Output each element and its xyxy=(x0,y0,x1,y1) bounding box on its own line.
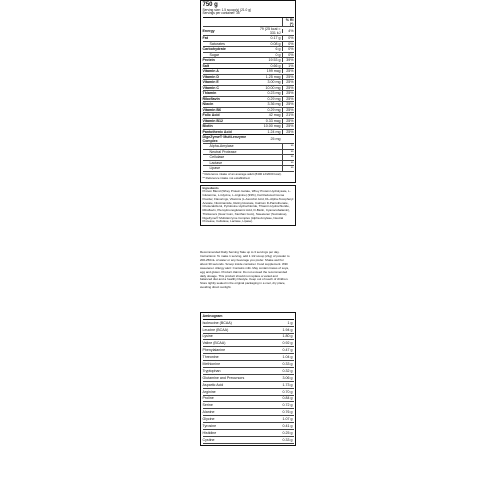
nutrient-amount: 1.24 mg xyxy=(267,129,281,134)
amino-row xyxy=(203,361,294,368)
aminogram-title: Aminogram xyxy=(203,314,294,320)
nutrient-row xyxy=(203,135,294,144)
nutrient-name: Carbohydrate xyxy=(202,47,226,52)
amino-name: Proline xyxy=(202,396,214,401)
ri-column-header: % RI (*) xyxy=(282,18,294,26)
nutrient-percent: ** xyxy=(282,166,294,170)
nutrition-note: * Reference intake of an average adult (8400 kJ/2000 kcal). xyxy=(202,171,282,176)
amino-amount: 0.41 g xyxy=(282,424,293,429)
nutrient-percent: 25% xyxy=(282,97,294,101)
nutrient-name: Biotin xyxy=(202,124,213,129)
aminogram-rows xyxy=(203,320,294,444)
nutrient-name: Vitamin B12 xyxy=(202,118,224,123)
amino-amount: 0.92 g xyxy=(282,341,293,346)
nutrient-name: Thiamin xyxy=(202,91,217,96)
nutrient-percent: 0% xyxy=(282,36,294,40)
servings-per-container: Servings per container: 35 xyxy=(203,12,294,17)
aminogram-panel xyxy=(200,312,296,446)
nutrient-amount: 1.25 mcg xyxy=(265,74,281,79)
recommendation-text: Recommended Daily Serving Take up to 3 servings per day. Instructions: To make 1 serving, add 1 1/2 scoop (21g) of powder to 200-250mL of water or any beverage you prefer. Shake well for about 30 seconds. Scoop inside container. Food supplement. With sweetener. Allergy alert: Contains milk. May contain traces of soya, egg and gluten. Product claims: Do not exceed the recommended daily dosage. This product should not replace a varied and balanced diet and a healthy lifestyle. Keep out of reach of children. Store tightly sealed in the original packaging in a cool, dry place, avoiding direct sunlight. xyxy=(200,250,290,290)
nutrient-amount: 10.00 mg xyxy=(265,85,281,90)
nutrient-row xyxy=(203,166,294,172)
nutrient-name: Vitamin D xyxy=(202,74,220,79)
nutrient-amount: 0.23 mg xyxy=(267,91,281,96)
nutrient-percent: 25% xyxy=(282,75,294,79)
nutrient-percent: 25% xyxy=(282,102,294,106)
amino-name: Methionine xyxy=(202,362,221,366)
nutrient-amount: 19.53 g xyxy=(268,58,281,63)
nutrient-amount: 0.66 g xyxy=(270,63,281,68)
amino-name: Phenylalanine xyxy=(202,348,226,353)
nutrient-name: Fat xyxy=(202,36,208,41)
product-weight: 750 g xyxy=(202,2,218,8)
amino-row xyxy=(203,389,294,396)
nutrient-name: Cellulase xyxy=(209,155,225,160)
amino-row xyxy=(203,437,294,444)
amino-row xyxy=(203,354,294,361)
nutrient-name: Alpha-Amylase xyxy=(209,144,234,149)
amino-amount: 0.76 g xyxy=(282,410,293,415)
amino-amount: 0.47 g xyxy=(282,348,293,353)
amino-row xyxy=(203,416,294,423)
amino-name: Alanine xyxy=(202,410,215,415)
nutrient-percent: 25% xyxy=(282,119,294,123)
nutrient-name: Protein xyxy=(202,58,215,63)
nutrient-name: Neutral Protease xyxy=(209,149,237,154)
nutrient-name: Vitamin B6 xyxy=(202,107,222,112)
amino-row xyxy=(203,423,294,430)
amino-name: Histidine xyxy=(202,430,217,435)
nutrient-percent: 25% xyxy=(282,130,294,134)
amino-name: Glutamine and Precursors xyxy=(202,375,245,380)
amino-row xyxy=(203,320,294,327)
amino-name: Leucine (BCAA) xyxy=(202,327,229,332)
amino-name: Tryptophan xyxy=(202,368,221,373)
nutrient-percent: 1% xyxy=(282,64,294,68)
amino-amount: 0.84 g xyxy=(282,396,293,401)
amino-amount: 1.04 g xyxy=(282,355,293,360)
amino-row xyxy=(203,368,294,375)
amino-row xyxy=(203,334,294,341)
serving-size: Serving size: 1.5 scoop(s) (21.0 g) xyxy=(202,7,252,12)
nutrient-percent: ** xyxy=(282,150,294,154)
nutrient-percent: 25% xyxy=(282,69,294,73)
amino-amount: 0.33 g xyxy=(282,362,293,366)
nutrient-percent: 25% xyxy=(282,124,294,128)
nutrition-note: ** Reference intake not established. xyxy=(202,176,251,181)
amino-name: Cystine xyxy=(202,437,215,442)
supplement-label xyxy=(200,0,296,446)
nutrient-name: Energy xyxy=(202,28,215,33)
amino-name: Glycine xyxy=(202,417,215,422)
amino-name: Isoleucine (BCAA) xyxy=(202,320,232,325)
nutrient-row xyxy=(203,27,294,36)
nutrient-amount: 6 g xyxy=(275,47,281,52)
amino-name: Valine (BCAA) xyxy=(202,341,226,346)
nutrient-percent: 25% xyxy=(282,91,294,95)
amino-amount: 1 g xyxy=(287,320,293,325)
amino-name: Tyrosine xyxy=(202,424,217,429)
amino-name: Aspartic Acid xyxy=(202,382,224,387)
amino-amount: 0.25 g xyxy=(282,430,293,435)
amino-amount: 1.07 g xyxy=(282,417,293,422)
nutrient-amount: 10.00 mcg xyxy=(263,124,281,129)
nutrient-amount: 0.17 g xyxy=(270,36,281,41)
nutrient-name: Pantothenic Acid xyxy=(202,129,232,134)
nutrient-amount: 79 (25 kcal = 331 kJ xyxy=(259,26,281,35)
amino-amount: 1.94 g xyxy=(282,327,293,332)
amino-row xyxy=(203,409,294,416)
nutrient-name: Vitamin A xyxy=(202,69,219,74)
nutrient-percent: 25% xyxy=(282,108,294,112)
nutrient-name: Riboflavin xyxy=(202,96,220,101)
nutrient-amount: 0.29 mg xyxy=(267,107,281,112)
amino-amount: 0.70 g xyxy=(282,389,293,394)
nutrient-percent: 25% xyxy=(282,80,294,84)
amino-row xyxy=(203,402,294,409)
amino-row xyxy=(203,327,294,334)
nutrient-percent: ** xyxy=(282,144,294,148)
amino-amount: 1.73 g xyxy=(282,382,293,387)
nutrient-amount: 199 mcg xyxy=(266,69,281,74)
nutrient-percent: ** xyxy=(282,155,294,159)
nutrient-percent: 21% xyxy=(282,113,294,117)
ingredients-title: Ingredients xyxy=(202,185,219,190)
nutrient-amount: 0.08 g xyxy=(270,41,281,46)
nutrient-amount: 42 mcg xyxy=(268,113,281,118)
amino-row xyxy=(203,340,294,347)
nutrient-name: Vitamin C xyxy=(202,85,220,90)
nutrition-facts-panel xyxy=(200,0,296,183)
amino-amount: 3.06 g xyxy=(282,375,293,380)
amino-row xyxy=(203,430,294,437)
nutrient-name: Niacin xyxy=(202,102,214,107)
nutrient-name: Vitamin E xyxy=(202,80,219,85)
amino-name: Serine xyxy=(202,403,213,408)
nutrient-percent: 4% xyxy=(282,29,294,33)
amino-row xyxy=(203,396,294,403)
nutrient-amount: 3.36 mg xyxy=(267,102,281,107)
amino-name: Arginine xyxy=(202,389,216,394)
nutrient-amount: 25 mg xyxy=(270,137,281,142)
nutrient-name: Salt xyxy=(202,63,210,68)
nutrient-name: DigeZyme® Multi-enzyme Complex xyxy=(202,135,247,144)
nutrient-name: Lipase xyxy=(209,166,221,171)
nutrition-rows xyxy=(203,27,294,172)
amino-amount: 0.32 g xyxy=(282,368,293,373)
nutrient-name: Sugar xyxy=(209,52,220,57)
nutrient-percent: 0% xyxy=(282,47,294,51)
nutrient-name: Lactase xyxy=(209,160,223,165)
nutrition-header-row xyxy=(203,18,294,27)
amino-amount: 1.80 g xyxy=(282,334,293,339)
nutrient-name: Saturates xyxy=(209,41,225,46)
amino-row xyxy=(203,382,294,389)
amino-name: Lysine xyxy=(202,334,213,339)
nutrient-percent: 0% xyxy=(282,42,294,46)
amino-row xyxy=(203,375,294,382)
amino-amount: 0.72 g xyxy=(282,403,293,408)
nutrient-percent: 25% xyxy=(282,86,294,90)
nutrient-amount: 0 g xyxy=(275,52,281,57)
nutrient-percent: ** xyxy=(282,161,294,165)
nutrient-name: Folic Acid xyxy=(202,113,220,118)
amino-row xyxy=(203,347,294,354)
ingredients-text: Protein Blend (Whey Protein Isolate, Whey Protein Hydrolysate, L-Glutamine, L-Glycine, L-Arginine) (93%), Fat Reduced Cocoa Powder, Flavorings, Vitamins (L-Ascorbic Acid, DL-Alpha-Tocopheryl Acetate, Nicotinamide, Retinyl Acetate, Calcium D-Pantothenate, Cholecalciferol, Pyridoxine Hydrochloride, Thiamin Hydrochloride, Riboflavin, Pteroylmonoglutamic Acid, D-Biotin, Cyanocobalamin), Thickeners (Guar Gum, Xanthan Gum), Sweetener (Sucralose), DigeZyme® Multi-Enzyme Complex (Alpha Amylase, Neutral Protease, Cellulase, Lactase, Lipase). xyxy=(202,189,294,224)
nutrient-amount: 0.33 mcg xyxy=(265,118,281,123)
amino-amount: 0.33 g xyxy=(282,437,293,442)
nutrient-amount: 0.29 mg xyxy=(267,96,281,101)
nutrient-amount: 3.00 mg xyxy=(267,80,281,85)
ingredients-panel xyxy=(200,185,296,227)
nutrient-percent: 39% xyxy=(282,58,294,62)
nutrient-percent: 0% xyxy=(282,53,294,57)
amino-name: Threonine xyxy=(202,355,219,360)
